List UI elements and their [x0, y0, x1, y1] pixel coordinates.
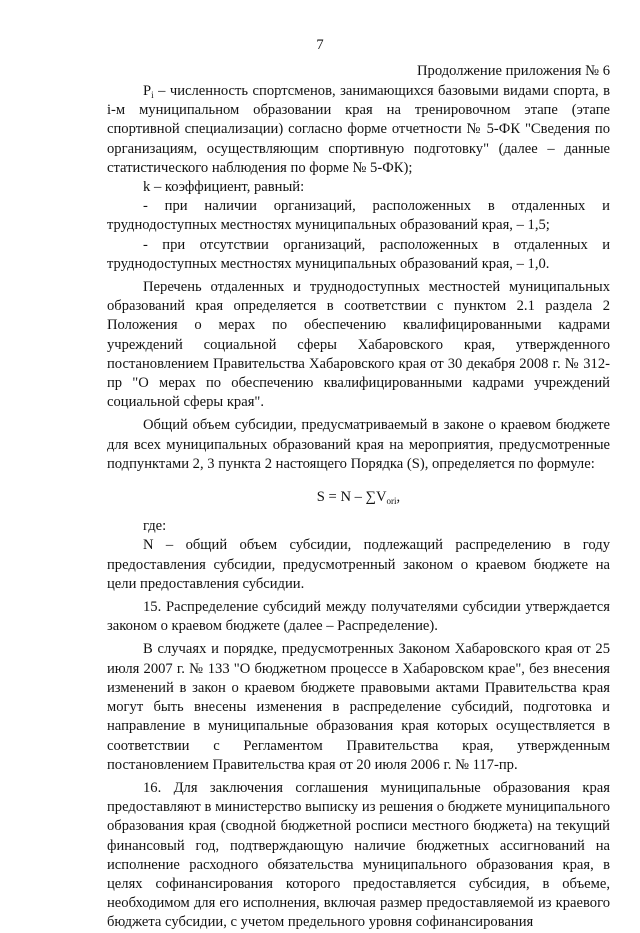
paragraph-n-definition: N – общий объем субсидии, подлежащий распределению в году предоставления субсидии, предусмотренный законом о краевом бюджете на цели предоставления субсидии. — [107, 537, 610, 592]
continuation-note: Продолжение приложения № 6 — [417, 63, 610, 79]
paragraph-pi-definition: $P_i$ – численность спортсменов, занимающихся базовыми видами спорта, в i-м муниципальном образовании края на тренировочном этапе (этапе спортивной специализации) согласно форме отчетности № 5-ФК "Сведения по организациям, осуществляющим спортивную подготовку" (далее – данные статистического наблюдения по форме № 5-ФК); — [107, 83, 610, 176]
page-number: 7 — [316, 37, 324, 53]
paragraph-clause-16: 16. Для заключения соглашения муниципальные образования края предоставляют в министерство выписку из решения о бюджете муниципального образования края (сводной бюджетной росписи местного бюджета) на текущий финансовый год, подтверждающую наличие бюджетных ассигнований на исполнение расходного обязательства муниципального образования края, в целях софинансирования которого предоставляется субсидия, в объеме, необходимом для его исполнения, включая размер предоставляемой из краевого бюджета субсидии, с учетом предельного уровня софинансирования — [107, 779, 610, 931]
document-body — [107, 82, 610, 933]
formula-total: $S = N - \sum V_{ori}$, — [316, 489, 401, 507]
paragraph-amendments: В случаях и порядке, предусмотренных Законом Хабаровского края от 25 июля 2007 г. № 133 "О бюджетном процессе в Хабаровском крае", без внесения изменений в закон о краевом бюджете правовыми актами Правительства края могут быть внесены изменения в распределение субсидий, подготовка и направление в муниципальные образования края которых осуществляется в соответствии с Регламентом Правительства края, утвержденным постановлением Правительства края от 20 июля 2006 г. № 117-пр. — [107, 641, 610, 773]
paragraph-k-with-remote: - при наличии организаций, расположенных в отдаленных и труднодоступных местностях муниципальных образований края, – 1,5; — [107, 198, 610, 234]
paragraph-remote-list: Перечень отдаленных и труднодоступных местностей муниципальных образований края определяется в соответствии с пунктом 2.1 раздела 2 Положения о мерах по обеспечению квалифицированными кадрами учреждений социальной сферы Хабаровского края, утвержденного постановлением Правительства Хабаровского края от 30 декабря 2008 г. № 312-пр "О мерах по обеспечению квалифицированными кадрами учреждений социальной сферы края". — [107, 279, 610, 411]
paragraph-where: где: — [143, 518, 167, 535]
paragraph-k-without-remote: - при отсутствии организаций, расположенных в отдаленных и труднодоступных местностях муниципальных образований края, – 1,0. — [107, 236, 610, 272]
paragraph-k-definition: k – коэффициент, равный: — [143, 179, 305, 196]
paragraph-clause-15: 15. Распределение субсидий между получателями субсидии утверждается законом о краевом бюджете (далее – Распределение). — [107, 599, 610, 635]
paragraph-total-subsidy: Общий объем субсидии, предусматриваемый в законе о краевом бюджете для всех муниципальных образований края на мероприятия, предусмотренные подпунктами 2, 3 пункта 2 настоящего Порядка (S), определяется по формуле: — [107, 417, 610, 472]
